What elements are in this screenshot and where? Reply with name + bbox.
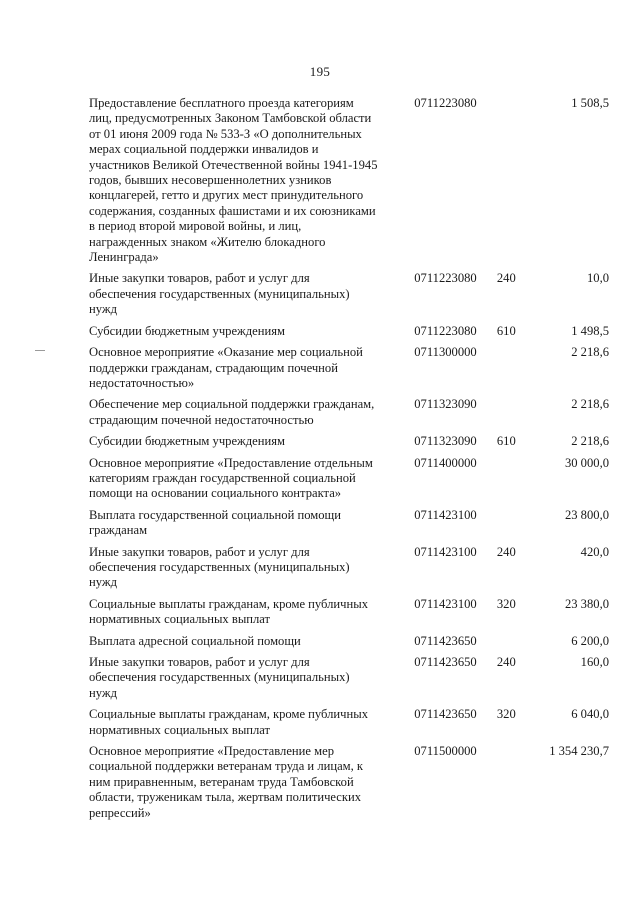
row-code: 0711423650 — [414, 633, 477, 648]
row-code: 0711423650 — [414, 655, 477, 669]
row-amount: 1 508,5 — [571, 96, 610, 110]
table-row — [89, 456, 609, 502]
row-description: Социальные выплаты гражданам, кроме публичных нормативных социальных выплат — [89, 707, 368, 737]
row-expense-type: 240 — [496, 271, 516, 286]
budget-table — [89, 96, 609, 827]
table-row — [89, 96, 609, 265]
table-row — [89, 655, 609, 701]
table-row — [89, 707, 609, 738]
table-row — [89, 271, 609, 317]
row-expense-type: 240 — [496, 544, 516, 559]
row-code: 0711323090 — [414, 397, 477, 412]
row-description: Субсидии бюджетным учреждениям — [89, 434, 285, 449]
table-row — [89, 324, 609, 339]
row-amount: 10,0 — [586, 271, 610, 286]
row-code: 0711223080 — [414, 323, 477, 338]
page-number: 195 — [309, 64, 331, 79]
row-code: 0711223080 — [414, 271, 477, 286]
row-description: Основное мероприятие «Предоставление отдельным категориям граждан государственной социальной помощи на основании социального контракта» — [89, 455, 373, 501]
row-description: Обеспечение мер социальной поддержки гражданам, страдающим почечной недостаточностью — [89, 397, 375, 427]
row-code: 0711423100 — [414, 507, 477, 522]
row-amount: 1 498,5 — [571, 323, 610, 338]
row-description: Выплата адресной социальной помощи — [89, 633, 301, 648]
row-code: 0711423100 — [414, 544, 477, 559]
row-amount: 420,0 — [580, 544, 610, 559]
row-description: Выплата государственной социальной помощи гражданам — [89, 507, 341, 538]
row-amount: 30 000,0 — [564, 455, 610, 470]
table-row — [89, 508, 609, 539]
table-row — [89, 634, 609, 649]
row-amount: 23 380,0 — [564, 596, 610, 611]
row-expense-type: 610 — [496, 323, 516, 338]
table-row — [89, 545, 609, 591]
row-amount: 1 354 230,7 — [549, 744, 610, 759]
row-expense-type: 610 — [496, 434, 516, 449]
row-amount: 2 218,6 — [571, 434, 610, 449]
row-amount: 2 218,6 — [571, 397, 610, 412]
row-description: Субсидии бюджетным учреждениям — [89, 323, 285, 338]
row-code: 0711300000 — [414, 345, 477, 360]
row-description: Иные закупки товаров, работ и услуг для обеспечения государственных (муниципальных) нужд — [89, 544, 350, 590]
row-code: 0711423100 — [414, 596, 477, 611]
table-row — [89, 744, 609, 821]
row-description: Иные закупки товаров, работ и услуг для обеспечения государственных (муниципальных) нужд — [89, 271, 350, 317]
row-description: Социальные выплаты гражданам, кроме публичных нормативных социальных выплат — [89, 596, 368, 627]
row-amount: 2 218,6 — [571, 345, 610, 360]
row-expense-type: 240 — [496, 655, 516, 669]
row-description: Иные закупки товаров, работ и услуг для обеспечения государственных (муниципальных) нужд — [89, 655, 350, 700]
row-code: 0711223080 — [414, 96, 477, 110]
table-row — [89, 397, 609, 428]
row-code: 0711400000 — [414, 455, 477, 470]
row-code: 0711323090 — [414, 434, 477, 449]
table-row — [89, 597, 609, 628]
row-amount: 6 200,0 — [571, 633, 610, 648]
table-row — [89, 345, 609, 391]
row-code: 0711500000 — [414, 744, 477, 759]
row-amount: 160,0 — [580, 655, 610, 669]
row-expense-type: 320 — [496, 707, 516, 722]
row-code: 0711423650 — [414, 707, 477, 722]
row-expense-type: 320 — [496, 596, 516, 611]
row-description: Основное мероприятие «Оказание мер социальной поддержки гражданам, страдающим почечной недостаточностью» — [89, 345, 363, 390]
row-description: Основное мероприятие «Предоставление мер социальной поддержки ветеранам труда и лицам, к ним приравненным, ветеранам труда Тамбовской области, труженикам тыла, жертвам политических репрессий» — [89, 744, 364, 820]
margin-mark — [35, 350, 45, 351]
row-amount: 23 800,0 — [564, 507, 610, 522]
table-row — [89, 434, 609, 449]
row-description: Предоставление бесплатного проезда категориям лиц, предусмотренных Законом Тамбовской области от 01 июня 2009 года № 533-З «О дополнительных мерах социальной поддержки инвалидов и участников Великой Отечественной войны 1941-1945 годов, бывших несовершеннолетних узников концлагерей, гетто и других мест принудительного содержания, созданных фашистами и их союзниками в период второй мировой войны, и лиц, награжденных знаком «Жителю блокадного Ленинграда» — [89, 96, 378, 265]
row-amount: 6 040,0 — [571, 707, 610, 722]
